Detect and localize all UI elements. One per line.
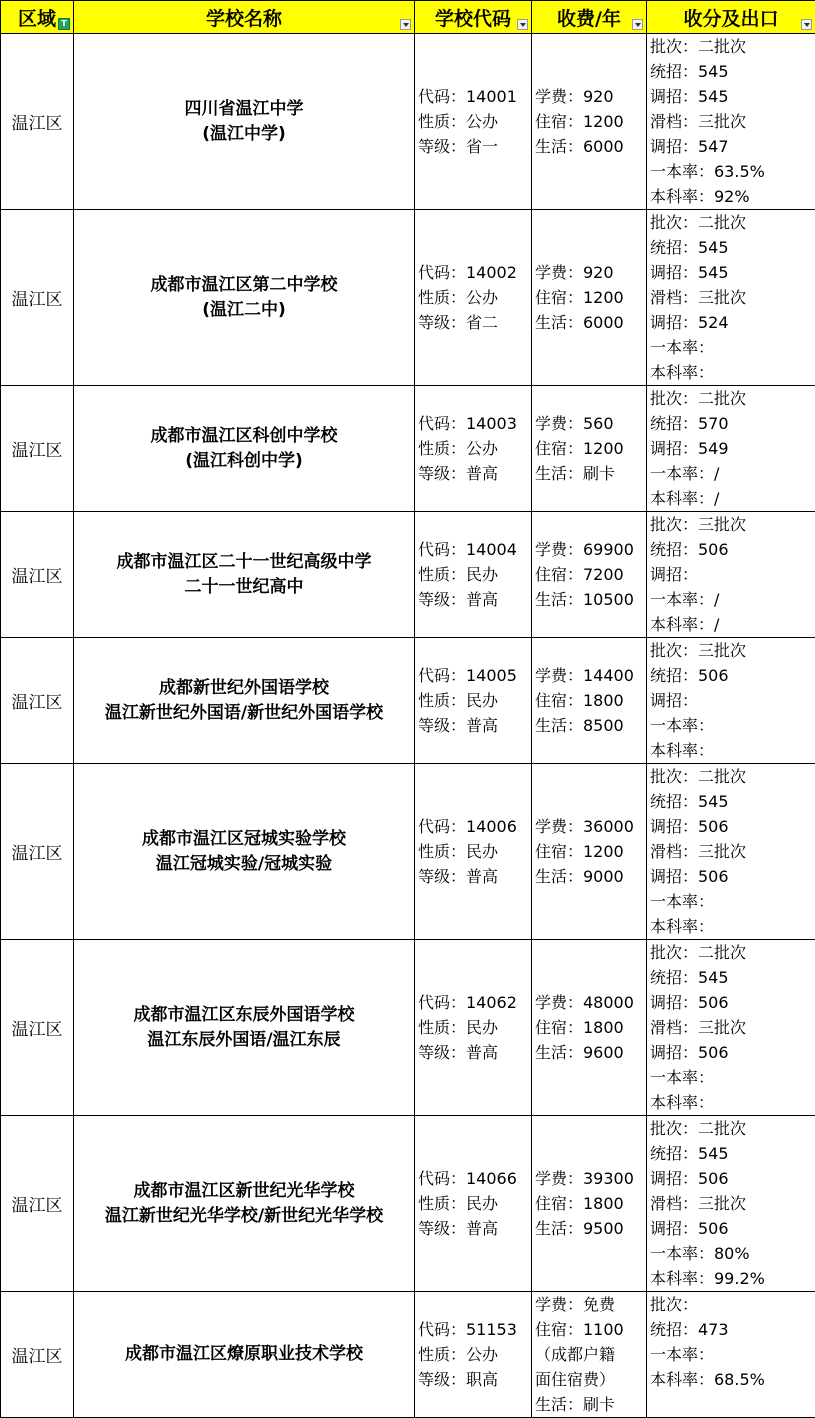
dropdown-arrow-icon[interactable] — [517, 19, 528, 30]
scores-line: 滑档：三批次 — [650, 109, 815, 134]
scores-cell[interactable] — [647, 512, 815, 638]
scores-line: 调招：506 — [650, 1216, 815, 1241]
scores-line: 本科率： — [650, 738, 815, 763]
header-region[interactable] — [1, 1, 74, 34]
scores-cell[interactable] — [647, 34, 815, 210]
school-code-line: 代码：51153 — [418, 1317, 531, 1342]
fees-line: 生活：9500 — [535, 1216, 646, 1241]
fees-cell[interactable] — [532, 940, 647, 1116]
fees-line: 住宿：1800 — [535, 1015, 646, 1040]
school-code-line: 代码：14003 — [418, 411, 531, 436]
fees-line: 学费：39300 — [535, 1166, 646, 1191]
scores-line: 调招： — [650, 562, 815, 587]
scores-cell[interactable] — [647, 1116, 815, 1292]
fees-line: （成都户籍 — [535, 1342, 646, 1367]
school-code-line: 性质：民办 — [418, 562, 531, 587]
scores-line: 批次：二批次 — [650, 386, 815, 411]
scores-line: 统招：545 — [650, 789, 815, 814]
fees-line: 面住宿费） — [535, 1367, 646, 1392]
scores-line: 批次：二批次 — [650, 1116, 815, 1141]
table-row[interactable] — [1, 210, 815, 386]
scores-line: 一本率： — [650, 335, 815, 360]
fees-cell[interactable] — [532, 1292, 647, 1418]
school-name-line: (温江科创中学) — [74, 449, 414, 474]
header-fees[interactable] — [532, 1, 647, 34]
scores-cell[interactable] — [647, 638, 815, 764]
scores-line: 调招：506 — [650, 1040, 815, 1065]
table-row[interactable] — [1, 764, 815, 940]
scores-cell[interactable] — [647, 386, 815, 512]
school-code-line: 等级：普高 — [418, 1040, 531, 1065]
region-cell[interactable]: 温江区 — [1, 1116, 74, 1292]
region-cell[interactable]: 温江区 — [1, 34, 74, 210]
fees-cell[interactable] — [532, 764, 647, 940]
school-name-line: 成都市温江区冠城实验学校 — [74, 827, 414, 852]
scores-line: 统招：506 — [650, 663, 815, 688]
scores-line: 统招：545 — [650, 1141, 815, 1166]
school-name-line: 成都新世纪外国语学校 — [74, 676, 414, 701]
dropdown-arrow-icon[interactable] — [801, 19, 812, 30]
school-code-line: 等级：省二 — [418, 310, 531, 335]
scores-cell[interactable] — [647, 940, 815, 1116]
school-code-line: 性质：公办 — [418, 109, 531, 134]
fees-line: 住宿：1200 — [535, 109, 646, 134]
school-name-cell[interactable] — [74, 512, 415, 638]
school-code-line: 代码：14066 — [418, 1166, 531, 1191]
school-name-cell[interactable] — [74, 764, 415, 940]
scores-line: 本科率： — [650, 360, 815, 385]
school-name-cell[interactable] — [74, 386, 415, 512]
fees-line: 生活：8500 — [535, 713, 646, 738]
school-name-line: (温江二中) — [74, 298, 414, 323]
fees-line: 生活：9000 — [535, 864, 646, 889]
school-code-cell[interactable] — [415, 1116, 532, 1292]
school-name-line: 成都市温江区新世纪光华学校 — [74, 1179, 414, 1204]
fees-line: 学费：免费 — [535, 1292, 646, 1317]
school-name-line: 温江新世纪光华学校/新世纪光华学校 — [74, 1204, 414, 1229]
scores-cell[interactable] — [647, 1292, 815, 1418]
school-name-line: 成都市温江区二十一世纪高级中学 — [74, 550, 414, 575]
scores-line: 滑档：三批次 — [650, 1191, 815, 1216]
scores-line: 调招：506 — [650, 990, 815, 1015]
school-code-cell[interactable] — [415, 638, 532, 764]
school-code-line: 代码：14062 — [418, 990, 531, 1015]
school-code-cell[interactable] — [415, 210, 532, 386]
scores-line: 一本率：80% — [650, 1241, 815, 1266]
fees-line: 学费：48000 — [535, 990, 646, 1015]
fees-line: 住宿：1800 — [535, 1191, 646, 1216]
fees-cell[interactable] — [532, 1116, 647, 1292]
scores-line: 统招：545 — [650, 235, 815, 260]
school-name-cell[interactable] — [74, 1292, 415, 1418]
scores-line: 调招： — [650, 688, 815, 713]
table-row[interactable] — [1, 638, 815, 764]
scores-line: 统招：545 — [650, 59, 815, 84]
school-code-line: 等级：普高 — [418, 864, 531, 889]
fees-line: 生活：10500 — [535, 587, 646, 612]
school-code-line: 性质：民办 — [418, 1015, 531, 1040]
school-code-line: 性质：公办 — [418, 285, 531, 310]
school-code-line: 代码：14004 — [418, 537, 531, 562]
school-name-line: 四川省温江中学 — [74, 97, 414, 122]
scores-line: 本科率：92% — [650, 184, 815, 209]
table-row[interactable] — [1, 512, 815, 638]
school-name-line: (温江中学) — [74, 122, 414, 147]
fees-line: 住宿：7200 — [535, 562, 646, 587]
table-row[interactable] — [1, 1116, 815, 1292]
scores-line: 调招：524 — [650, 310, 815, 335]
school-name-cell[interactable] — [74, 940, 415, 1116]
scores-line: 批次：二批次 — [650, 940, 815, 965]
fees-line: 学费：560 — [535, 411, 646, 436]
school-code-cell[interactable] — [415, 1292, 532, 1418]
fees-cell[interactable] — [532, 386, 647, 512]
school-code-line: 等级：普高 — [418, 1216, 531, 1241]
header-school-code-label: 学校代码 — [435, 8, 511, 30]
fees-line: 生活：6000 — [535, 310, 646, 335]
scores-line: 滑档：三批次 — [650, 1015, 815, 1040]
scores-line: 批次：三批次 — [650, 638, 815, 663]
region-cell[interactable]: 温江区 — [1, 210, 74, 386]
fees-line: 住宿：1100 — [535, 1317, 646, 1342]
header-school-code[interactable] — [415, 1, 532, 34]
fees-line: 学费：920 — [535, 84, 646, 109]
fees-line: 住宿：1800 — [535, 688, 646, 713]
school-name-line: 成都市温江区东辰外国语学校 — [74, 1003, 414, 1028]
fees-line: 住宿：1200 — [535, 436, 646, 461]
school-name-cell[interactable] — [74, 1116, 415, 1292]
school-code-line: 代码：14005 — [418, 663, 531, 688]
fees-line: 学费：69900 — [535, 537, 646, 562]
school-code-cell[interactable] — [415, 34, 532, 210]
school-code-line: 性质：民办 — [418, 688, 531, 713]
region-cell[interactable]: 温江区 — [1, 638, 74, 764]
header-region-label: 区域 — [18, 8, 56, 30]
fees-line: 生活：刷卡 — [535, 1392, 646, 1417]
scores-line: 一本率：/ — [650, 587, 815, 612]
scores-line: 一本率：/ — [650, 461, 815, 486]
fees-cell[interactable] — [532, 512, 647, 638]
school-name-cell[interactable] — [74, 34, 415, 210]
fees-line: 住宿：1200 — [535, 839, 646, 864]
scores-line: 统招：570 — [650, 411, 815, 436]
fees-line: 学费：14400 — [535, 663, 646, 688]
scores-line: 批次：二批次 — [650, 210, 815, 235]
scores-line: 批次：二批次 — [650, 764, 815, 789]
table-row[interactable] — [1, 34, 815, 210]
scores-line: 统招：506 — [650, 537, 815, 562]
region-cell[interactable]: 温江区 — [1, 940, 74, 1116]
scores-line: 调招：545 — [650, 260, 815, 285]
school-name-line: 温江新世纪外国语/新世纪外国语学校 — [74, 701, 414, 726]
header-fees-label: 收费/年 — [557, 8, 621, 30]
scores-cell[interactable] — [647, 764, 815, 940]
scores-line: 本科率：/ — [650, 486, 815, 511]
school-code-line: 等级：职高 — [418, 1367, 531, 1392]
fees-line: 生活：刷卡 — [535, 461, 646, 486]
scores-line: 本科率： — [650, 1090, 815, 1115]
scores-line: 调招：506 — [650, 1166, 815, 1191]
dropdown-arrow-icon[interactable] — [632, 19, 643, 30]
school-code-line: 等级：普高 — [418, 587, 531, 612]
fees-line: 学费：920 — [535, 260, 646, 285]
fees-cell[interactable] — [532, 34, 647, 210]
scores-line: 一本率：63.5% — [650, 159, 815, 184]
school-code-cell[interactable] — [415, 764, 532, 940]
fees-cell[interactable] — [532, 210, 647, 386]
header-school-name-label: 学校名称 — [206, 8, 282, 30]
scores-line: 一本率： — [650, 1065, 815, 1090]
school-code-line: 代码：14002 — [418, 260, 531, 285]
school-code-line: 等级：省一 — [418, 134, 531, 159]
scores-line: 本科率： — [650, 914, 815, 939]
table-row[interactable] — [1, 1292, 815, 1418]
header-scores-label: 收分及出口 — [683, 8, 778, 30]
scores-line: 调招：549 — [650, 436, 815, 461]
school-code-line: 性质：公办 — [418, 1342, 531, 1367]
school-code-cell[interactable] — [415, 512, 532, 638]
school-name-cell[interactable] — [74, 210, 415, 386]
school-code-line: 等级：普高 — [418, 713, 531, 738]
school-code-line: 代码：14001 — [418, 84, 531, 109]
scores-line: 批次：三批次 — [650, 512, 815, 537]
scores-line: 滑档：三批次 — [650, 839, 815, 864]
school-code-cell[interactable] — [415, 386, 532, 512]
header-row — [1, 1, 815, 34]
scores-line: 本科率：68.5% — [650, 1367, 815, 1392]
fees-cell[interactable] — [532, 638, 647, 764]
school-name-cell[interactable] — [74, 638, 415, 764]
scores-line: 统招：473 — [650, 1317, 815, 1342]
school-name-line: 温江东辰外国语/温江东辰 — [74, 1028, 414, 1053]
school-name-line: 温江冠城实验/冠城实验 — [74, 852, 414, 877]
filter-active-icon[interactable]: T — [58, 18, 70, 30]
fees-line: 生活：9600 — [535, 1040, 646, 1065]
school-code-line: 等级：普高 — [418, 461, 531, 486]
scores-line: 本科率：99.2% — [650, 1266, 815, 1291]
scores-line: 滑档：三批次 — [650, 285, 815, 310]
scores-line: 一本率： — [650, 713, 815, 738]
school-name-line: 成都市温江区第二中学校 — [74, 273, 414, 298]
scores-line: 调招：506 — [650, 864, 815, 889]
scores-line: 调招：545 — [650, 84, 815, 109]
dropdown-arrow-icon[interactable] — [400, 19, 411, 30]
scores-line: 批次： — [650, 1292, 815, 1317]
region-cell[interactable]: 温江区 — [1, 1292, 74, 1418]
school-name-line: 二十一世纪高中 — [74, 575, 414, 600]
school-name-line: 成都市温江区科创中学校 — [74, 424, 414, 449]
fees-line: 学费：36000 — [535, 814, 646, 839]
scores-line: 统招：545 — [650, 965, 815, 990]
region-cell[interactable]: 温江区 — [1, 512, 74, 638]
table-row[interactable] — [1, 386, 815, 512]
scores-line: 一本率： — [650, 1342, 815, 1367]
table-row[interactable] — [1, 940, 815, 1116]
scores-line: 调招：547 — [650, 134, 815, 159]
school-code-line: 性质：公办 — [418, 436, 531, 461]
scores-line: 本科率：/ — [650, 612, 815, 637]
fees-line: 住宿：1200 — [535, 285, 646, 310]
scores-line: 调招：506 — [650, 814, 815, 839]
scores-line: 一本率： — [650, 889, 815, 914]
region-cell[interactable]: 温江区 — [1, 764, 74, 940]
school-code-line: 性质：民办 — [418, 839, 531, 864]
school-code-cell[interactable] — [415, 940, 532, 1116]
school-code-line: 代码：14006 — [418, 814, 531, 839]
school-name-line: 成都市温江区燎原职业技术学校 — [74, 1342, 414, 1367]
table-body — [1, 34, 815, 1418]
scores-cell[interactable] — [647, 210, 815, 386]
header-school-name[interactable] — [74, 1, 415, 34]
region-cell[interactable]: 温江区 — [1, 386, 74, 512]
header-scores[interactable] — [647, 1, 815, 34]
fees-line: 生活：6000 — [535, 134, 646, 159]
school-code-line: 性质：民办 — [418, 1191, 531, 1216]
scores-line: 批次：二批次 — [650, 34, 815, 59]
